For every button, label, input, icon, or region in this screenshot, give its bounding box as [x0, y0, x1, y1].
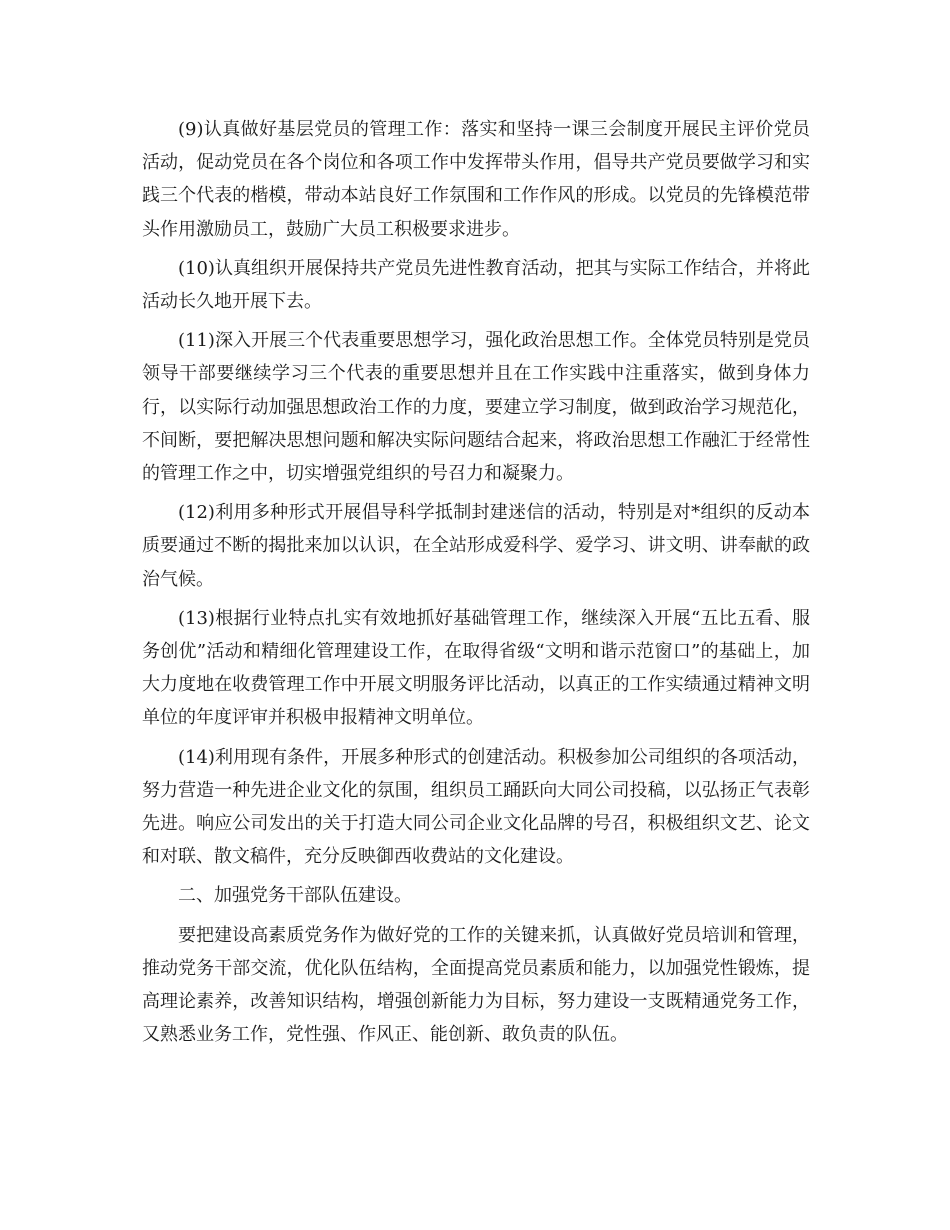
paragraph-item-11: (11)深入开展三个代表重要思想学习，强化政治思想工作。全体党员特别是党员领导干部要继续学习三个代表的重要思想并且在工作实践中注重落实，做到身体力行，以实际行动加强思想政治工作的力度，要建立学习制度，做到政治学习规范化，不间断，要把解决思想问题和解决实际问题结合起来，将政治思想工作融汇于经常性的管理工作之中，切实增强党组织的号召力和凝聚力。	[142, 330, 810, 485]
document-body	[142, 113, 810, 1057]
section-heading: 二、加强党务干部队伍建设。	[178, 885, 412, 907]
section-paragraph: 要把建设高素质党务作为做好党的工作的关键来抓，认真做好党员培训和管理，推动党务干部交流，优化队伍结构，全面提高党员素质和能力，以加强党性锻炼，提高理论素养，改善知识结构，增强创新能力为目标，努力建设一支既精通党务工作，又熟悉业务工作，党性强、作风正、能创新、敢负责的队伍。	[142, 924, 810, 1046]
paragraph-item-9: (9)认真做好基层党员的管理工作：落实和坚持一课三会制度开展民主评价党员活动，促动党员在各个岗位和各项工作中发挥带头作用，倡导共产党员要做学习和实践三个代表的楷模，带动本站良好工作氛围和工作作风的形成。以党员的先锋模范带头作用激励员工，鼓励广大员工积极要求进步。	[142, 119, 810, 240]
paragraph-item-12: (12)利用多种形式开展倡导科学抵制封建迷信的活动，特别是对*组织的反动本质要通过不断的揭批来加以认识，在全站形成爱科学、爱学习、讲文明、讲奉献的政治气候。	[142, 502, 810, 590]
paragraph-item-13: (13)根据行业特点扎实有效地抓好基础管理工作，继续深入开展“五比五看、服务创优”活动和精细化管理建设工作，在取得省级“文明和谐示范窗口”的基础上，加大力度地在收费管理工作中开展文明服务评比活动，以真正的工作实绩通过精神文明单位的年度评审并积极申报精神文明单位。	[142, 607, 810, 729]
paragraph-item-10: (10)认真组织开展保持共产党员先进性教育活动，把其与实际工作结合，并将此活动长久地开展下去。	[142, 257, 810, 313]
paragraph-item-14: (14)利用现有条件，开展多种形式的创建活动。积极参加公司组织的各项活动，努力营造一种先进企业文化的氛围，组织员工踊跃向大同公司投稿，以弘扬正气表彰先进。响应公司发出的关于打造大同公司企业文化品牌的号召，积极组织文艺、论文和对联、散文稿件，充分反映御西收费站的文化建设。	[142, 746, 810, 868]
